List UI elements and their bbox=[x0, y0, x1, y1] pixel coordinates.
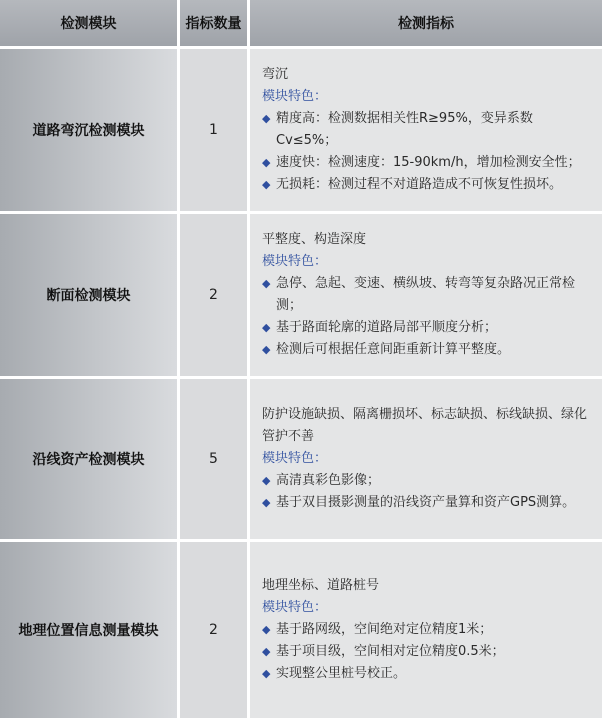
diamond-bullet-icon: ◆ bbox=[262, 178, 271, 191]
row-3-metric-text: 防护设施缺损、隔离栅损坏、标志缺损、标线缺损、绿化管护不善 bbox=[262, 407, 588, 444]
diamond-bullet-icon: ◆ bbox=[262, 112, 271, 125]
row-3-feature-1 bbox=[262, 470, 588, 492]
diamond-bullet-icon: ◆ bbox=[262, 496, 271, 509]
feature-text: 基于项目级，空间相对定位精度0.5米； bbox=[276, 644, 505, 659]
row-3-feature-title: 模块特色： bbox=[262, 451, 328, 466]
diamond-bullet-icon: ◆ bbox=[262, 667, 271, 680]
feature-text: 急停、急起、变速、横纵坡、转弯等复杂路况正常检测； bbox=[276, 276, 576, 313]
row-4-metrics bbox=[250, 542, 602, 718]
feature-text: 无损耗：检测过程不对道路造成不可恢复性损坏。 bbox=[276, 177, 563, 192]
diamond-bullet-icon: ◆ bbox=[262, 623, 271, 636]
row-2-module: 断面检测模块 bbox=[0, 214, 177, 376]
row-3-metrics bbox=[250, 379, 602, 539]
feature-text: 检测后可根据任意间距重新计算平整度。 bbox=[276, 342, 511, 357]
row-1-metric-text: 弯沉 bbox=[262, 67, 289, 82]
row-3-count: 5 bbox=[180, 379, 247, 539]
header-metrics: 检测指标 bbox=[250, 0, 602, 46]
header-count: 指标数量 bbox=[180, 0, 247, 46]
feature-text: 精度高：检测数据相关性R≥95%，变异系数Cv≤5%； bbox=[276, 111, 533, 148]
diamond-bullet-icon: ◆ bbox=[262, 343, 271, 356]
row-1-count: 1 bbox=[180, 49, 247, 211]
diamond-bullet-icon: ◆ bbox=[262, 156, 271, 169]
row-4-count: 2 bbox=[180, 542, 247, 718]
row-2-feature-1 bbox=[262, 273, 588, 317]
diamond-bullet-icon: ◆ bbox=[262, 321, 271, 334]
row-4-module: 地理位置信息测量模块 bbox=[0, 542, 177, 718]
row-1-module: 道路弯沉检测模块 bbox=[0, 49, 177, 211]
row-1-feature-2 bbox=[262, 152, 588, 174]
feature-text: 基于路网级，空间绝对定位精度1米； bbox=[276, 622, 493, 637]
feature-text: 实现整公里桩号校正。 bbox=[276, 666, 407, 681]
feature-text: 基于路面轮廓的道路局部平顺度分析； bbox=[276, 320, 498, 335]
feature-text: 高清真彩色影像； bbox=[276, 473, 381, 488]
row-4-feature-2 bbox=[262, 641, 588, 663]
row-1-feature-title: 模块特色： bbox=[262, 89, 328, 104]
row-1-metrics bbox=[250, 49, 602, 211]
row-1-feature-1 bbox=[262, 108, 588, 152]
row-3-module: 沿线资产检测模块 bbox=[0, 379, 177, 539]
diamond-bullet-icon: ◆ bbox=[262, 645, 271, 658]
row-3-feature-2 bbox=[262, 492, 588, 514]
row-4-feature-title: 模块特色： bbox=[262, 600, 328, 615]
feature-text: 基于双目摄影测量的沿线资产量算和资产GPS测算。 bbox=[276, 495, 576, 510]
row-2-count: 2 bbox=[180, 214, 247, 376]
diamond-bullet-icon: ◆ bbox=[262, 277, 271, 290]
row-4-feature-3 bbox=[262, 663, 588, 685]
row-1-feature-3 bbox=[262, 174, 588, 196]
diamond-bullet-icon: ◆ bbox=[262, 474, 271, 487]
row-2-feature-3 bbox=[262, 339, 588, 361]
row-2-feature-title: 模块特色： bbox=[262, 254, 328, 269]
row-2-metrics bbox=[250, 214, 602, 376]
feature-text: 速度快：检测速度：15-90km/h，增加检测安全性； bbox=[276, 155, 581, 170]
row-4-metric-text: 地理坐标、道路桩号 bbox=[262, 578, 380, 593]
header-module: 检测模块 bbox=[0, 0, 177, 46]
row-4-feature-1 bbox=[262, 619, 588, 641]
row-2-metric-text: 平整度、构造深度 bbox=[262, 232, 367, 247]
row-2-feature-2 bbox=[262, 317, 588, 339]
